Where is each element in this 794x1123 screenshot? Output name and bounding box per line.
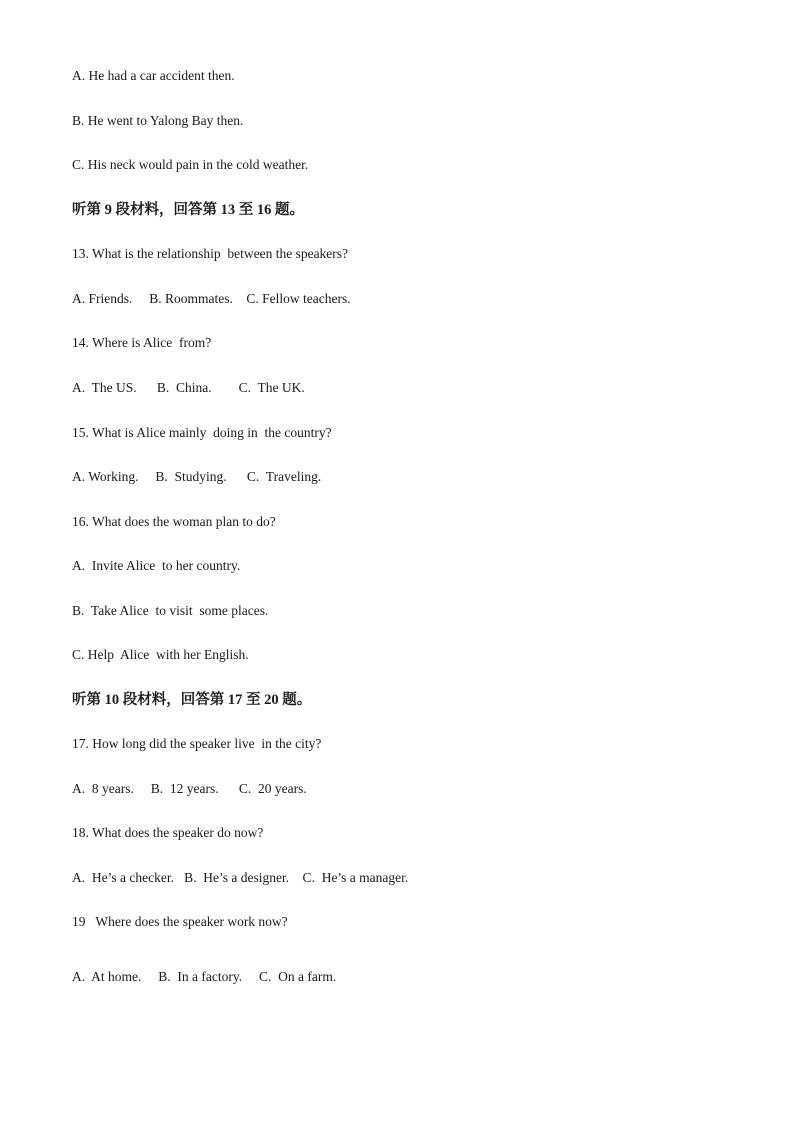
q15-options: A. Working. B. Studying. C. Traveling. bbox=[72, 469, 322, 484]
section-9-heading: 听第 9 段材料，回答第 13 至 16 题。 bbox=[72, 202, 304, 218]
q13-options: A. Friends. B. Roommates. C. Fellow teachers. bbox=[72, 291, 351, 306]
q14-question: 14. Where is Alice from? bbox=[72, 335, 212, 350]
q15-question: 15. What is Alice mainly doing in the country? bbox=[72, 425, 332, 440]
q18-options: A. He’s a checker. B. He’s a designer. C. He’s a manager. bbox=[72, 870, 409, 885]
q14-options: A. The US. B. China. C. The UK. bbox=[72, 380, 305, 395]
q16-option-c: C. Help Alice with her English. bbox=[72, 647, 249, 662]
q16-question: 16. What does the woman plan to do? bbox=[72, 514, 276, 529]
q13-question: 13. What is the relationship between the speakers? bbox=[72, 246, 349, 261]
q12-option-c: C. His neck would pain in the cold weather. bbox=[72, 157, 309, 172]
q12-option-b: B. He went to Yalong Bay then. bbox=[72, 113, 244, 128]
q12-option-a: A. He had a car accident then. bbox=[72, 68, 235, 83]
q17-question: 17. How long did the speaker live in the city? bbox=[72, 736, 322, 751]
section-10-heading: 听第 10 段材料，回答第 17 至 20 题。 bbox=[72, 692, 312, 708]
q17-options: A. 8 years. B. 12 years. C. 20 years. bbox=[72, 781, 307, 796]
q19-question: 19 Where does the speaker work now? bbox=[72, 914, 288, 929]
q16-option-b: B. Take Alice to visit some places. bbox=[72, 603, 269, 618]
q18-question: 18. What does the speaker do now? bbox=[72, 825, 264, 840]
q16-option-a: A. Invite Alice to her country. bbox=[72, 558, 241, 573]
q19-options: A. At home. B. In a factory. C. On a farm. bbox=[72, 969, 337, 984]
